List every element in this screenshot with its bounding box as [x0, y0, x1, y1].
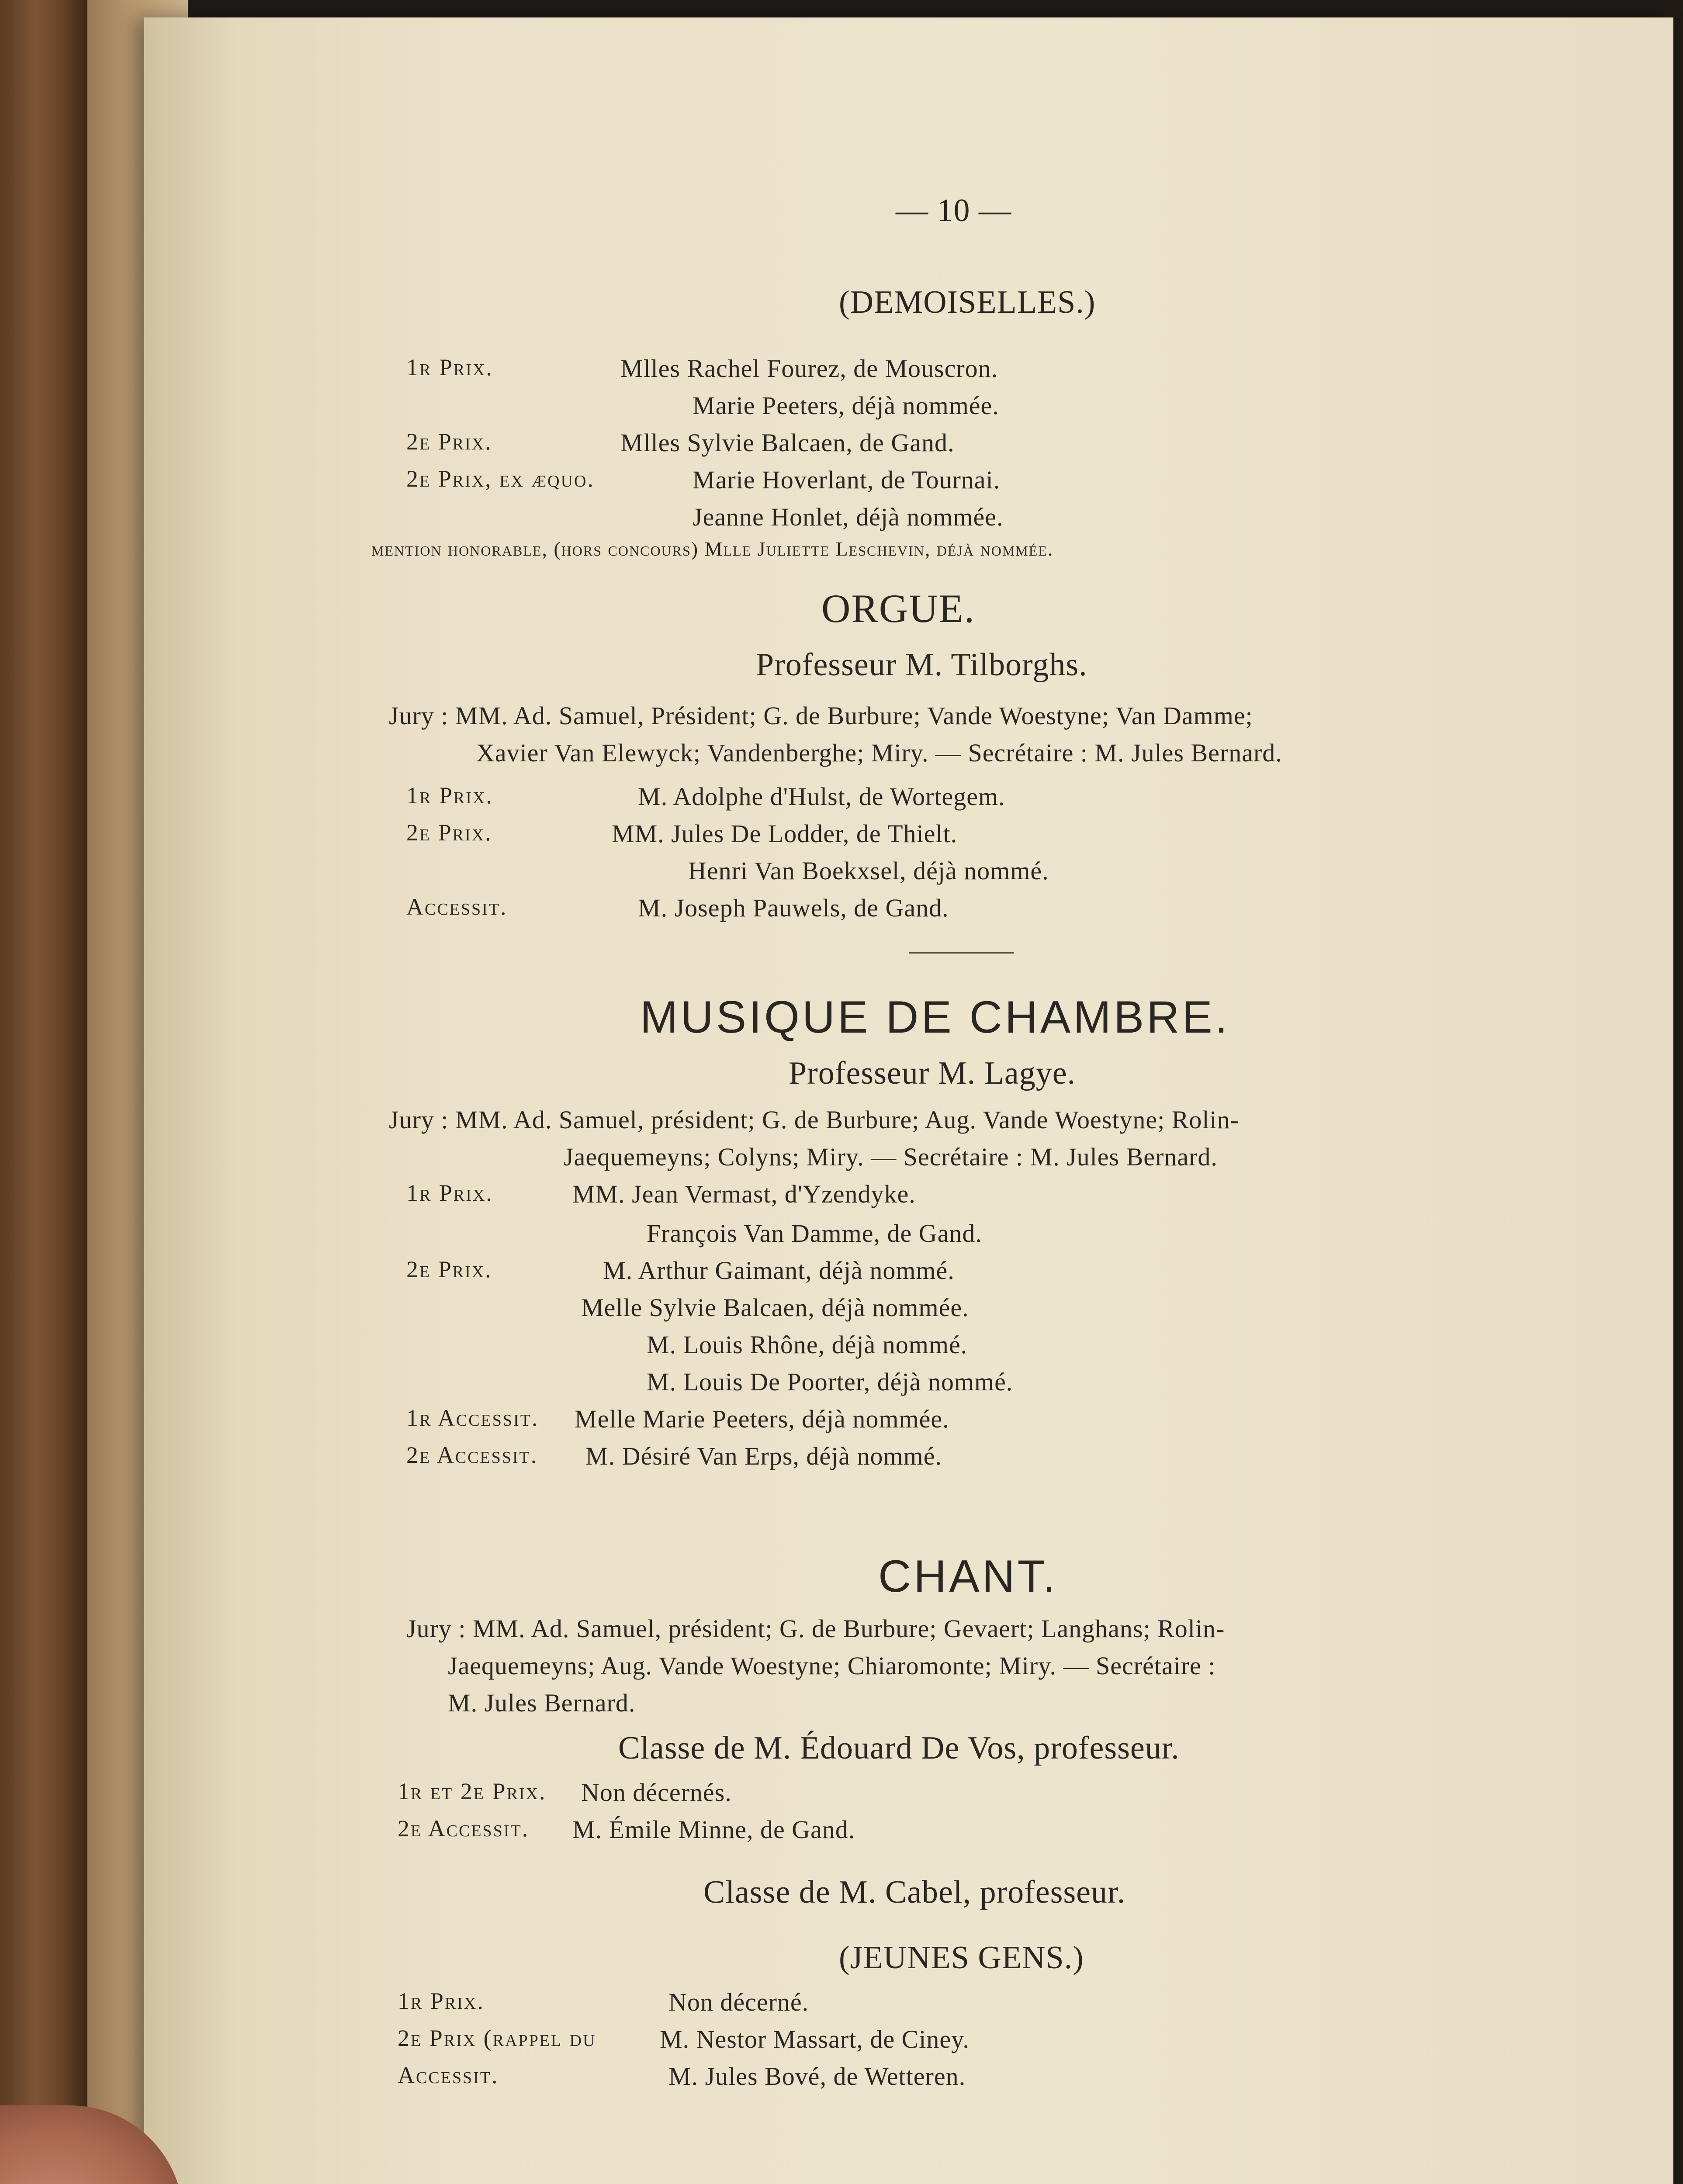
laureate-entry: Non décerné. — [668, 1988, 809, 2016]
book-page — [144, 17, 1673, 2184]
prize-label: 2e Accessit. — [406, 1442, 538, 1468]
laureate-entry: Non décernés. — [581, 1778, 732, 1807]
prize-label: 1r Prix. — [406, 782, 493, 809]
prize-label: Accessit. — [398, 2062, 499, 2088]
prize-label: 2e Accessit. — [398, 1815, 530, 1842]
prize-label: 1r Accessit. — [406, 1405, 539, 1431]
prize-label: Accessit. — [406, 894, 508, 920]
prize-label: 1r Prix. — [406, 354, 493, 380]
page-number: — 10 — — [896, 193, 1011, 228]
prize-label: 1r Prix. — [406, 1180, 493, 1206]
laureate-entry: Mlles Sylvie Balcaen, de Gand. — [620, 429, 955, 457]
laureate-entry: Melle Marie Peeters, déjà nommée. — [575, 1405, 949, 1433]
laureate-entry: MM. Jules De Lodder, de Thielt. — [612, 819, 958, 848]
musique-jury-line: Jaequemeyns; Colyns; Miry. — Secrétaire : M. Jules Bernard. — [564, 1143, 1218, 1171]
laureate-entry: M. Arthur Gaimant, déjà nommé. — [603, 1256, 955, 1285]
prize-label: 2e Prix (rappel du — [398, 2025, 596, 2051]
chant-class-heading: Classe de M. Édouard De Vos, professeur. — [618, 1730, 1180, 1766]
musique-professor: Professeur M. Lagye. — [789, 1055, 1076, 1091]
laureate-entry: M. Jules Bové, de Wetteren. — [668, 2062, 966, 2091]
prize-label: 2e Prix, ex æquo. — [406, 466, 595, 492]
section-title-orgue: ORGUE. — [821, 586, 975, 631]
laureate-entry: M. Adolphe d'Hulst, de Wortegem. — [638, 782, 1005, 811]
laureate-entry: M. Nestor Massart, de Ciney. — [660, 2025, 970, 2053]
laureate-entry: MM. Jean Vermast, d'Yzendyke. — [572, 1180, 916, 1208]
prize-label: 1r Prix. — [398, 1988, 485, 2014]
section-title-musique: MUSIQUE DE CHAMBRE. — [640, 992, 1230, 1043]
laureate-entry: Henri Van Boekxsel, déjà nommé. — [688, 857, 1049, 885]
chant-jury-line: M. Jules Bernard. — [448, 1689, 636, 1717]
chant-jury-line: Jury : MM. Ad. Samuel, président; G. de Burbure; Gevaert; Langhans; Rolin- — [406, 1614, 1225, 1643]
prize-label: 2e Prix. — [406, 819, 492, 846]
laureate-entry: M. Louis Rhône, déjà nommé. — [647, 1330, 968, 1359]
laureate-entry: Jeanne Honlet, déjà nommée. — [693, 503, 1004, 531]
section-title-chant: CHANT. — [878, 1551, 1058, 1602]
laureate-entry: Marie Hoverlant, de Tournai. — [693, 466, 1001, 494]
laureate-entry: M. Joseph Pauwels, de Gand. — [638, 894, 949, 922]
jeunes-gens-heading: (JEUNES GENS.) — [839, 1940, 1084, 1976]
laureate-entry: François Van Damme, de Gand. — [647, 1219, 982, 1248]
prize-label: 2e Prix. — [406, 1256, 492, 1282]
orgue-professor: Professeur M. Tilborghs. — [756, 647, 1087, 683]
orgue-jury-line: Xavier Van Elewyck; Vandenberghe; Miry. — Secrétaire : M. Jules Bernard. — [476, 739, 1282, 767]
laureate-entry: Mlles Rachel Fourez, de Mouscron. — [620, 354, 998, 383]
orgue-jury-line: Jury : MM. Ad. Samuel, Président; G. de Burbure; Vande Woestyne; Van Damme; — [389, 702, 1253, 730]
honorable-mention: mention honorable, (hors concours) Mlle Juliette Leschevin, déjà nommée. — [371, 538, 1054, 560]
chant-jury-line: Jaequemeyns; Aug. Vande Woestyne; Chiaromonte; Miry. — Secrétaire : — [448, 1652, 1216, 1680]
laureate-entry: M. Émile Minne, de Gand. — [572, 1815, 855, 1844]
laureate-entry: Melle Sylvie Balcaen, déjà nommée. — [581, 1293, 969, 1322]
prize-label: 2e Prix. — [406, 429, 492, 455]
musique-jury-line: Jury : MM. Ad. Samuel, président; G. de Burbure; Aug. Vande Woestyne; Rolin- — [389, 1106, 1239, 1134]
book-spine — [0, 0, 87, 2184]
laureate-entry: M. Louis De Poorter, déjà nommé. — [647, 1368, 1013, 1396]
laureate-entry: M. Désiré Van Erps, déjà nommé. — [585, 1442, 942, 1470]
chant-class-heading: Classe de M. Cabel, professeur. — [703, 1874, 1126, 1910]
laureate-entry: Marie Peeters, déjà nommée. — [693, 391, 999, 420]
demoiselles-heading: (DEMOISELLES.) — [839, 284, 1096, 320]
prize-label: 1r et 2e Prix. — [398, 1778, 547, 1804]
section-divider — [909, 952, 1014, 954]
